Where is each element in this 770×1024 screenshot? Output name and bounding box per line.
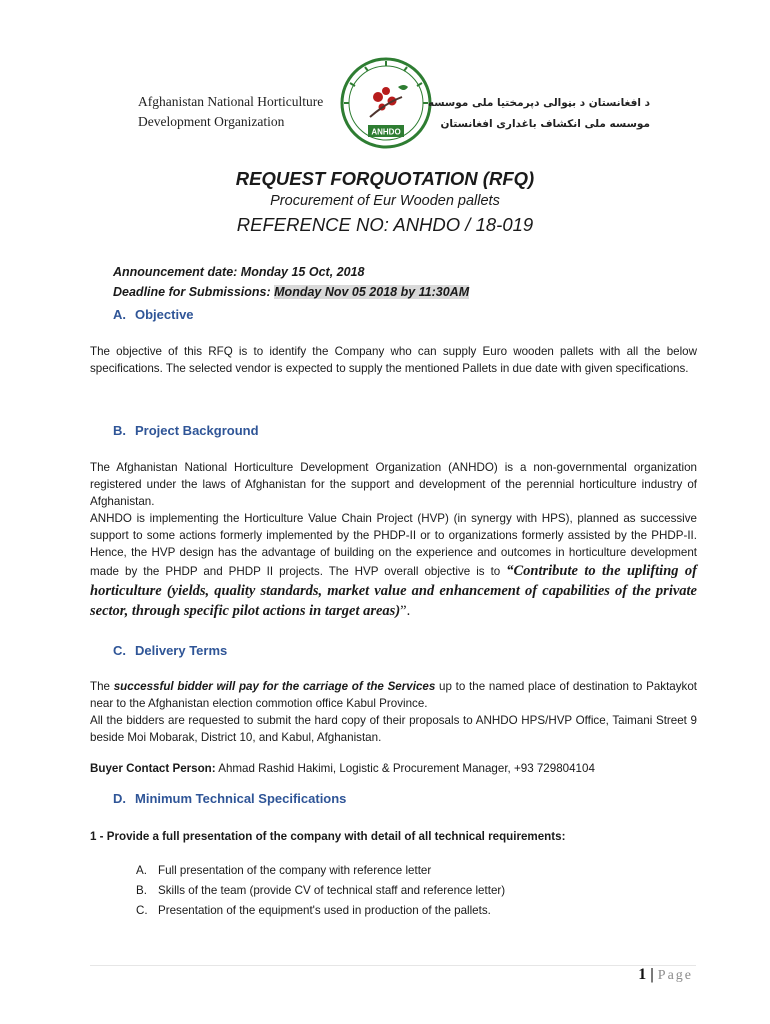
hvp-objective-quote: “Contribute to the uplifting of horticulture (yields, quality standards, market value and enhancement of capabilities of the private sector, through specific pilot actions in target areas) — [90, 563, 697, 619]
list-item-label: C. — [136, 904, 148, 917]
section-c-paragraph-2: All the bidders are requested to submit the hard copy of their proposals to ANHDO HPS/HVP Office, Taimani Street 9 beside Moi Mobarak, District 10, and Kabul, Afghanistan. — [90, 714, 697, 744]
deadline-label: Deadline for Submissions: — [113, 285, 275, 299]
section-c-label: C. — [113, 643, 126, 658]
section-c-title: Delivery Terms — [135, 643, 228, 658]
footer-divider — [90, 965, 696, 966]
list-item-label: A. — [136, 864, 147, 877]
section-a-heading — [113, 307, 194, 322]
section-c-paragraph-1 — [90, 678, 697, 712]
list-item — [136, 861, 505, 881]
document-title: REQUEST FORQUOTATION (RFQ) — [235, 168, 535, 189]
section-c-p1-post: up to the named place of destination to Paktaykot near to the Afghanistan election commotion office Kabul Province. — [90, 680, 698, 710]
section-a-title: Objective — [135, 307, 194, 322]
footer-separator: | — [650, 966, 654, 983]
list-item — [136, 901, 505, 921]
page-word: Page — [657, 968, 693, 983]
list-item-text: Skills of the team (provide CV of technical staff and reference letter) — [158, 884, 506, 897]
section-d-heading — [113, 791, 346, 806]
section-c-body — [90, 678, 697, 777]
list-item — [136, 881, 505, 901]
deadline — [113, 282, 469, 302]
list-item-label: B. — [136, 884, 147, 897]
section-d-label: D. — [113, 791, 126, 806]
reference-number: REFERENCE NO: ANHDO / 18-019 — [236, 214, 534, 235]
section-d-item-1: 1 - Provide a full presentation of the company with detail of all technical requirements: — [90, 830, 566, 843]
buyer-contact — [90, 760, 697, 777]
requirements-list — [136, 861, 505, 921]
org-name-english-line1: Afghanistan National Horticulture — [138, 94, 324, 109]
section-b-paragraph-2 — [90, 510, 697, 621]
section-a-text: The objective of this RFQ is to identify the Company who can supply Euro wooden pallets with all the below specifications. The selected vendor is expected to supply the mentioned Pallets in due date with given specifications. — [90, 345, 697, 375]
page-footer — [638, 966, 693, 984]
section-b-paragraph-1: The Afghanistan National Horticulture Development Organization (ANHDO) is a non-governmental organization registered under the laws of Afghanistan for the support and development of the perennial horticulture industry of Afghanistan. — [90, 461, 697, 508]
section-b-title: Project Background — [135, 423, 259, 438]
section-c-p1-emphasis: successful bidder will pay for the carriage of the Services — [113, 680, 436, 693]
logo-text: ANHDO — [371, 127, 401, 137]
section-b-body — [90, 459, 697, 621]
org-name-local — [428, 93, 650, 135]
org-name-english — [138, 92, 323, 132]
announcement-date: Announcement date: Monday 15 Oct, 2018 — [113, 265, 365, 279]
section-c-p1-pre: The — [90, 680, 114, 693]
section-d-title: Minimum Technical Specifications — [135, 791, 347, 806]
section-a-label: A. — [113, 307, 126, 322]
org-name-local-line1: د افغانستان د بڼوالی دپرمختیا ملی موسسه — [427, 97, 650, 109]
section-b-paragraph-2-text: ANHDO is implementing the Horticulture Value Chain Project (HVP) (in synergy with HPS), planned as successive support to some actions formerly implemented by the PHDP-II or to organizations formerly assisted by the PHDP-II. Hence, the HVP design has the advantage of building on the experience and outcomes in horticulture development made by the PHDP and PHDP II projects. The HVP overall objective is to — [90, 512, 697, 578]
dates-block — [113, 262, 469, 302]
anhdo-logo — [340, 57, 432, 149]
list-item-text: Full presentation of the company with reference letter — [158, 864, 432, 877]
quote-end: ”. — [400, 603, 411, 619]
org-name-english-line2: Development Organization — [138, 114, 285, 129]
deadline-value: Monday Nov 05 2018 by 11:30AM — [274, 285, 470, 299]
buyer-contact-value: Ahmad Rashid Hakimi, Logistic & Procurement Manager, +93 729804104 — [215, 762, 595, 775]
document-subtitle: Procurement of Eur Wooden pallets — [270, 193, 500, 209]
section-c-heading — [113, 643, 227, 658]
section-b-heading — [113, 423, 259, 438]
list-item-text: Presentation of the equipment's used in production of the pallets. — [158, 904, 491, 917]
org-name-local-line2: موسسه ملی انکشاف باغداری افغانستان — [440, 118, 650, 130]
buyer-contact-label: Buyer Contact Person: — [90, 762, 216, 775]
section-b-label: B. — [113, 423, 126, 438]
page-number: 1 — [638, 966, 647, 983]
